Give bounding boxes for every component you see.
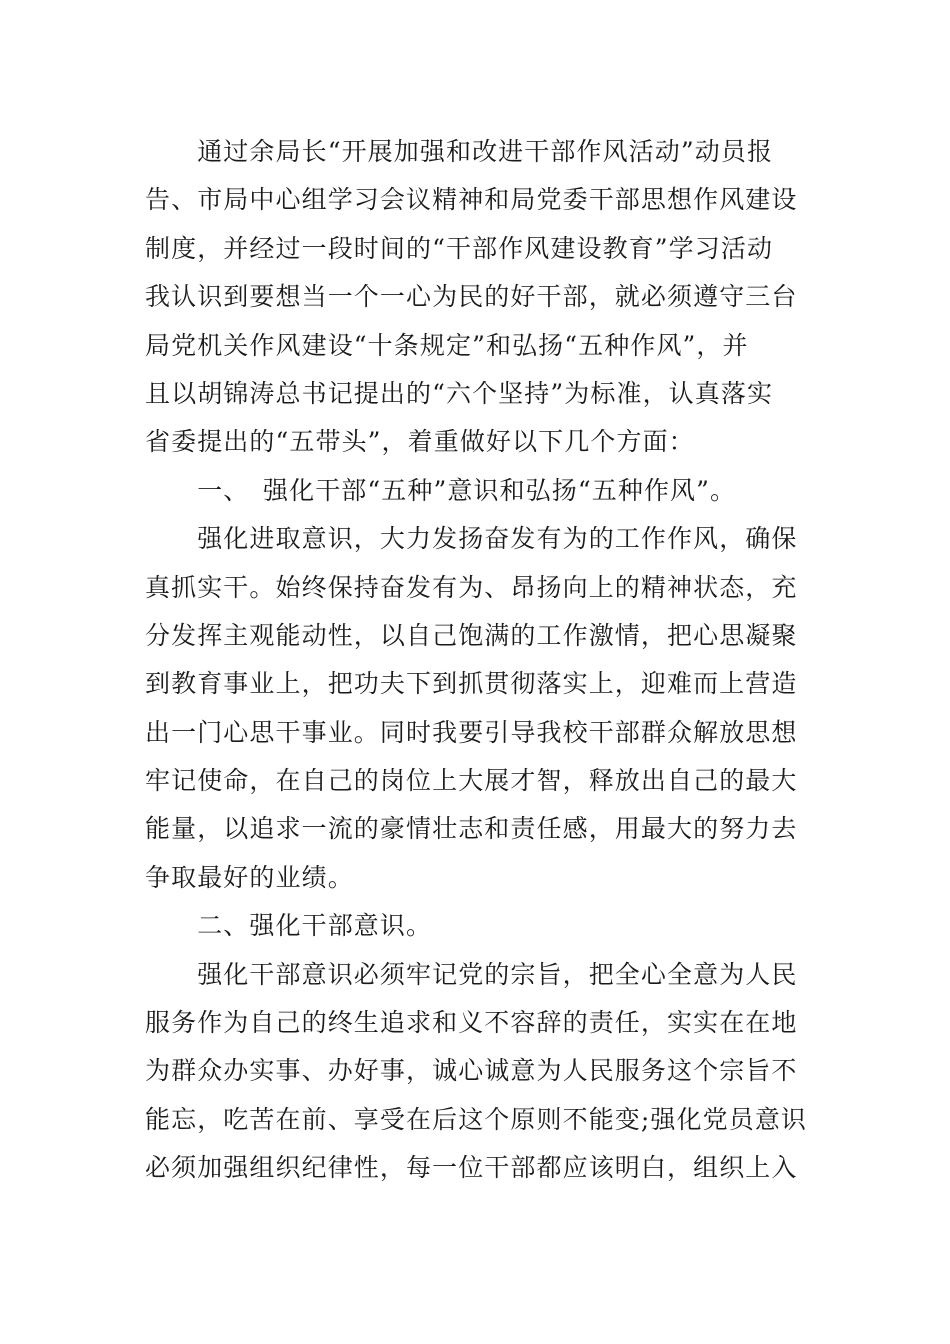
text-line: 能量，以追求一流的豪情壮志和责任感，用最大的努力去 xyxy=(145,814,798,844)
text-line: 强化进取意识，大力发扬奋发有为的工作作风，确保 xyxy=(145,524,798,554)
document-body xyxy=(145,128,810,1193)
text-line: 制度，并经过一段时间的“干部作风建设教育”学习活动 xyxy=(145,233,774,263)
text-line: 局党机关作风建设“十条规定”和弘扬“五种作风”，并 xyxy=(145,330,749,360)
text-line: 强化干部意识必须牢记党的宗旨，把全心全意为人民 xyxy=(145,959,798,989)
text-line: 分发挥主观能动性，以自己饱满的工作激情，把心思凝聚 xyxy=(145,620,798,650)
text-line: 我认识到要想当一个一心为民的好干部，就必须遵守三台 xyxy=(145,282,798,312)
section-heading: 一、 强化干部“五种”意识和弘扬“五种作风”。 xyxy=(145,475,737,505)
section-heading: 二、强化干部意识。 xyxy=(145,911,433,941)
text-line: 省委提出的“五带头”，着重做好以下几个方面： xyxy=(145,427,695,457)
text-line: 牢记使命，在自己的岗位上大展才智，释放出自己的最大 xyxy=(145,766,798,796)
text-line: 到教育事业上，把功夫下到抓贯彻落实上，迎难而上营造 xyxy=(145,669,798,699)
text-line: 且以胡锦涛总书记提出的“六个坚持”为标准，认真落实 xyxy=(145,378,774,408)
text-line: 出一门心思干事业。同时我要引导我校干部群众解放思想 xyxy=(145,717,798,747)
text-line: 服务作为自己的终生追求和义不容辞的责任，实实在在地 xyxy=(145,1008,798,1038)
text-line: 真抓实干。始终保持奋发有为、昂扬向上的精神状态，充 xyxy=(145,572,798,602)
text-line: 为群众办实事、办好事，诚心诚意为人民服务这个宗旨不 xyxy=(145,1056,798,1086)
text-line: 能忘，吃苦在前、享受在后这个原则不能变;强化党员意识 xyxy=(145,1104,808,1134)
text-line: 争取最好的业绩。 xyxy=(145,862,354,892)
text-line: 通过余局长“开展加强和改进干部作风活动”动员报 xyxy=(145,137,774,166)
text-line: 告、市局中心组学习会议精神和局党委干部思想作风建设 xyxy=(145,185,798,215)
text-line: 必须加强组织纪律性，每一位干部都应该明白，组织上入 xyxy=(145,1153,798,1183)
